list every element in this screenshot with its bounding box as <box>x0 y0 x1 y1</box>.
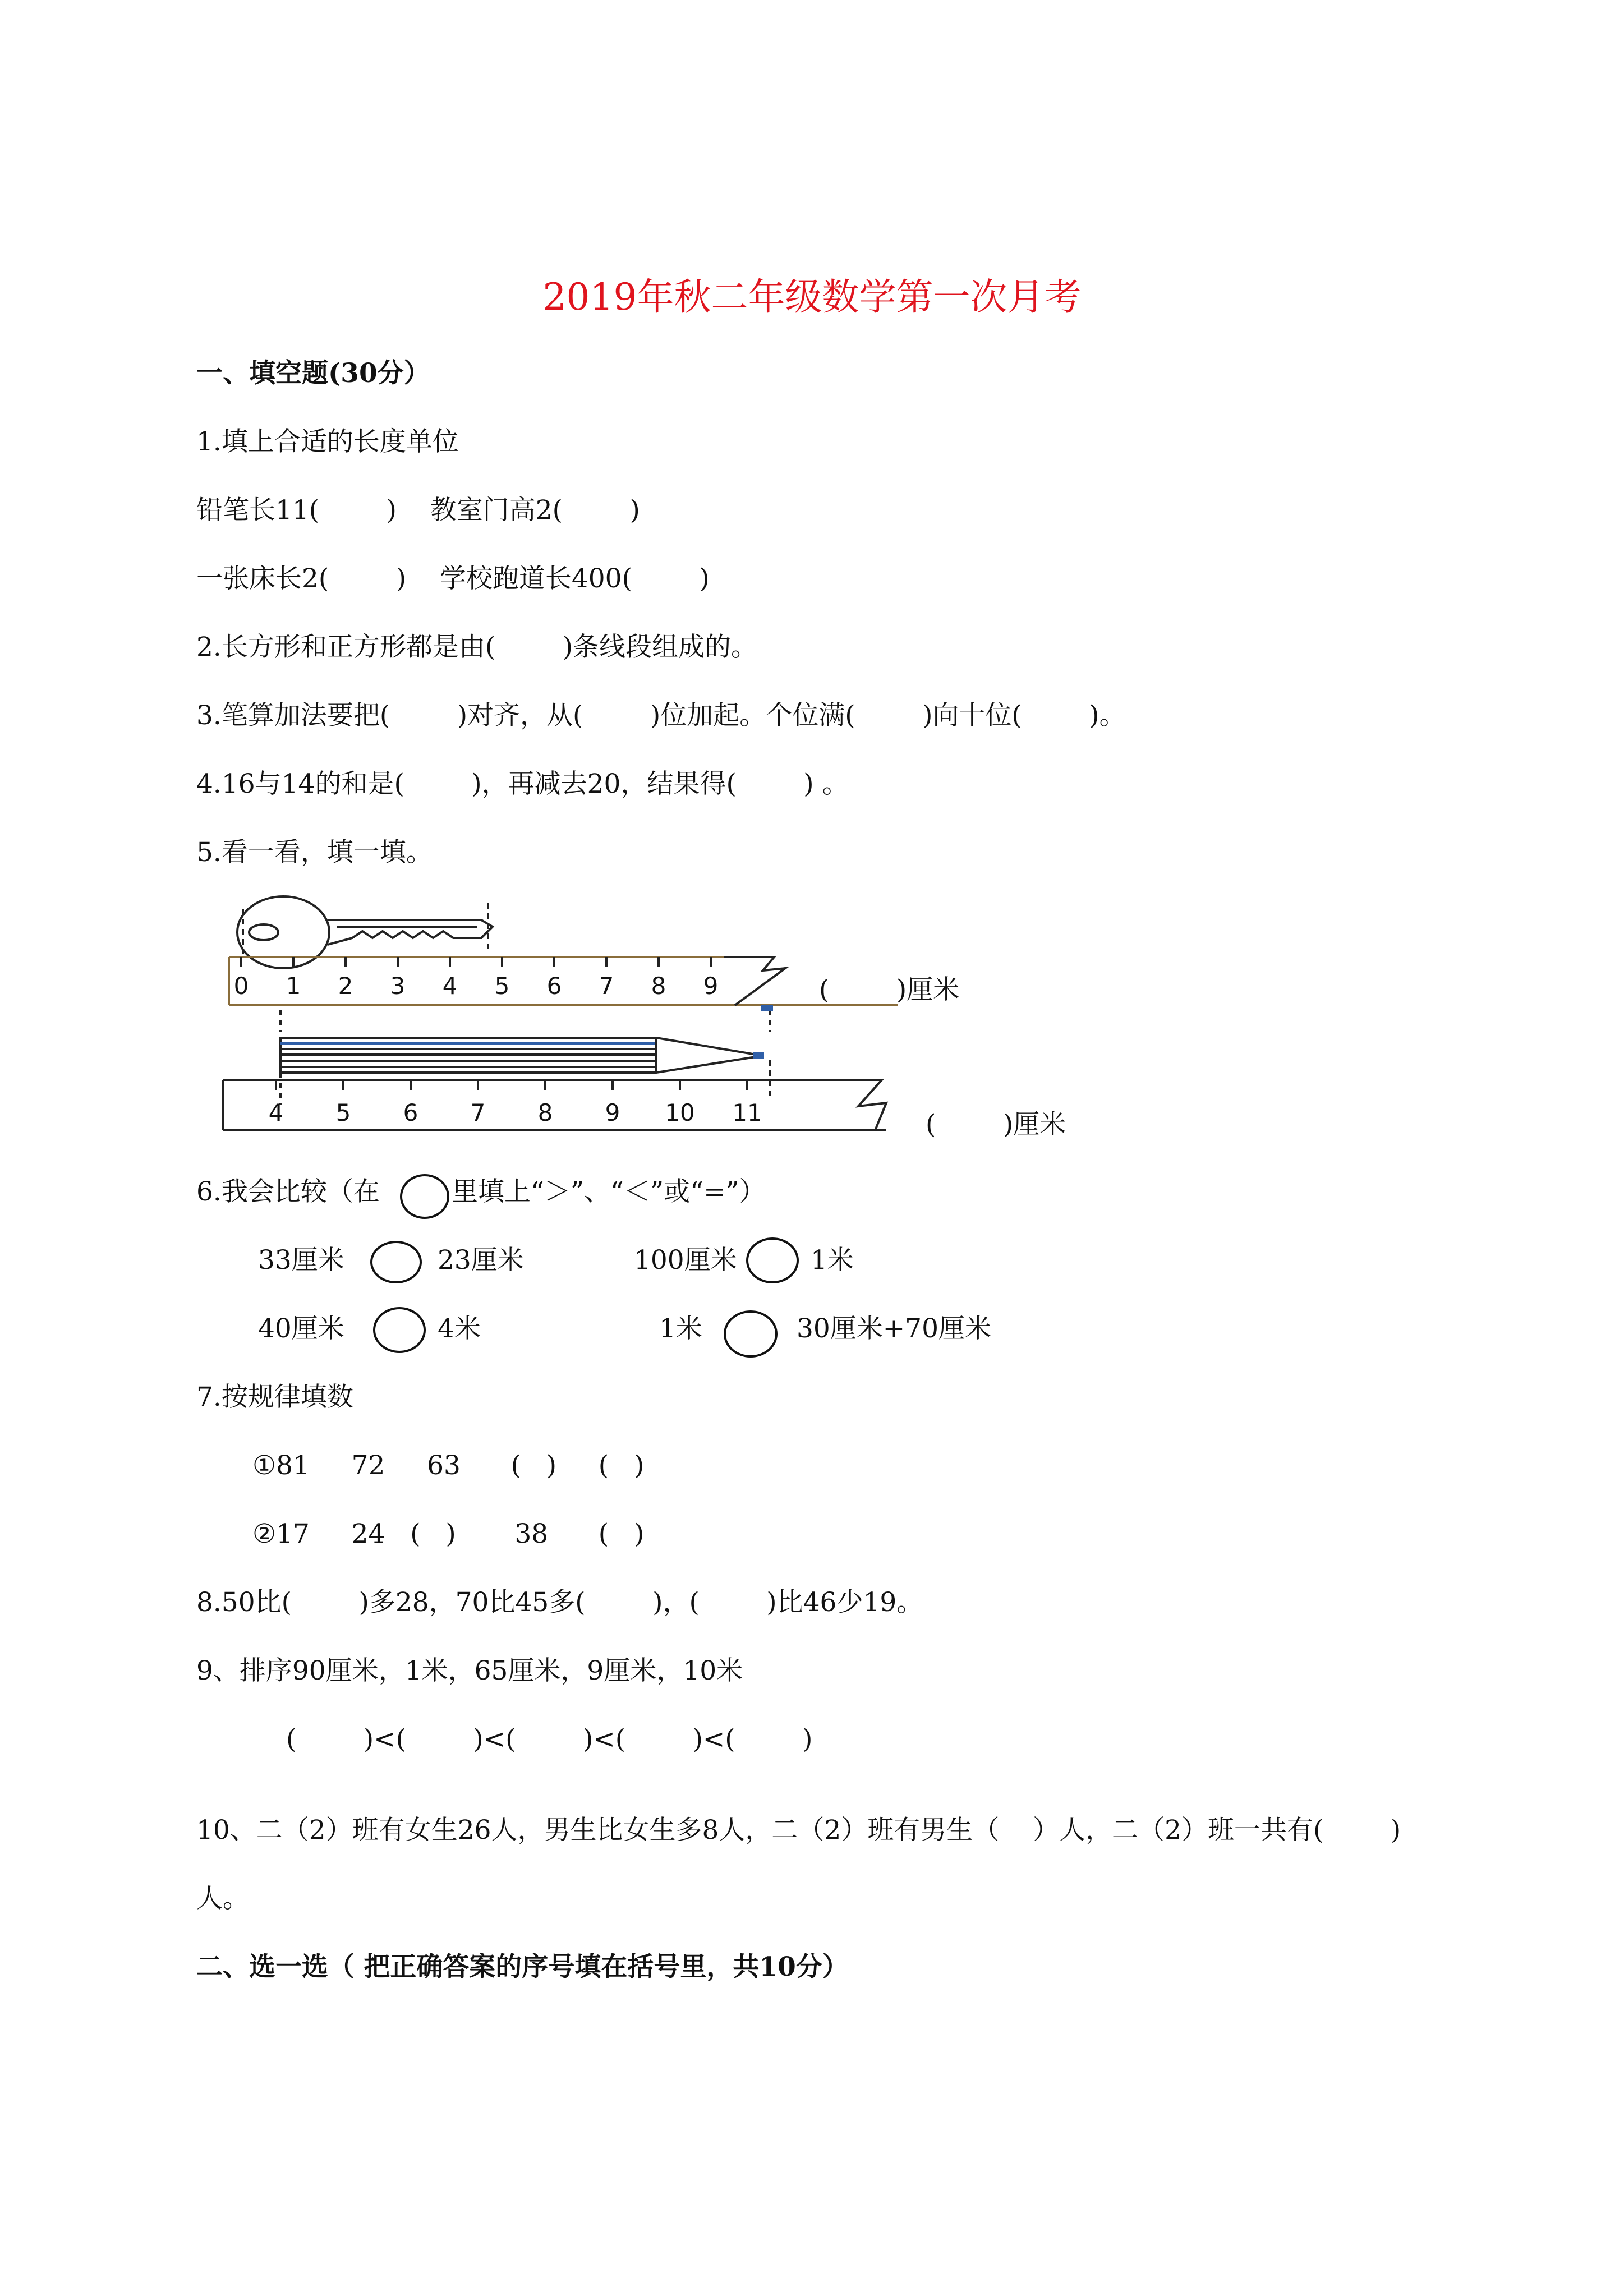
q6-text-b: 里填上“＞”、“＜”或“=”） <box>452 1176 766 1207</box>
ruler-2-tick-label: 10 <box>665 1099 695 1126</box>
ruler-1-tick-label: 8 <box>651 972 666 1000</box>
q5-answer2: ( )厘米 <box>926 1109 1066 1140</box>
q6-c1-right: 23厘米 <box>438 1245 524 1276</box>
q6-c2-right: 1米 <box>811 1245 854 1276</box>
q8-text: 8.50比( )多28，70比45多( )，( )比46少19。 <box>196 1587 923 1618</box>
pencil-icon <box>280 1005 773 1105</box>
ruler-2-tick-label: 8 <box>537 1099 553 1126</box>
q6-c4-circle[interactable] <box>724 1310 778 1358</box>
ruler-2 <box>223 1080 886 1130</box>
q5-text: 5.看一看，填一填。 <box>196 837 433 868</box>
ruler-1-tick-label: 1 <box>286 972 301 1000</box>
q1-row2: 一张床长2( ) 学校跑道长400( ) <box>196 563 710 594</box>
ruler-2-tick-label: 5 <box>335 1099 351 1126</box>
q7-row1: ①81 72 63 ( ) ( ) <box>252 1450 645 1481</box>
ruler-2-tick-label: 6 <box>403 1099 418 1126</box>
ruler-1-tick-label: 3 <box>390 972 406 1000</box>
ruler-2-tick-label: 9 <box>605 1099 620 1126</box>
q6-c2-circle[interactable] <box>746 1237 799 1283</box>
q9-text: 9、排序90厘米，1米，65厘米，9厘米，10米 <box>196 1655 743 1686</box>
ruler-1-tick-label: 9 <box>703 972 719 1000</box>
q1-row1: 铅笔长11( ) 教室门高2( ) <box>196 495 640 526</box>
q6-text-a: 6.我会比较（在 <box>196 1176 380 1207</box>
q10-line1: 10、二（2）班有女生26人，男生比女生多8人，二（2）班有男生（ ）人，二（2）班一共有( ) <box>196 1815 1401 1846</box>
q6-c1-left: 33厘米 <box>258 1245 344 1276</box>
q6-c3-left: 40厘米 <box>258 1313 344 1344</box>
ruler-1-tick-label: 4 <box>442 972 458 1000</box>
q6-c4-left: 1米 <box>659 1313 702 1344</box>
section1-heading: 一、填空题(30分） <box>196 358 430 389</box>
ruler-1-tick-label: 0 <box>233 972 249 1000</box>
q1-text: 1.填上合适的长度单位 <box>196 426 459 457</box>
q5-answer1: ( )厘米 <box>819 974 960 1005</box>
ruler-1 <box>229 957 898 1005</box>
ruler-2-tick-label: 4 <box>268 1099 284 1126</box>
q9-row: ( )<( )<( )<( )<( ) <box>286 1724 813 1755</box>
q7-text: 7.按规律填数 <box>196 1382 353 1412</box>
q4-text: 4.16与14的和是( )，再减去20，结果得( ) 。 <box>196 769 849 799</box>
ruler-1-tick-label: 6 <box>546 972 562 1000</box>
q6-c3-right: 4米 <box>438 1313 481 1344</box>
q6-c1-circle[interactable] <box>370 1241 422 1283</box>
q6-c2-left: 100厘米 <box>634 1245 737 1276</box>
ruler-2-tick-label: 11 <box>732 1099 762 1126</box>
q3-text: 3.笔算加法要把( )对齐，从( )位加起。个位满( )向十位( )。 <box>196 700 1126 731</box>
page-title: 2019年秋二年级数学第一次月考 <box>542 275 1082 319</box>
q10-line2: 人。 <box>196 1883 249 1914</box>
ruler-1-tick-label: 7 <box>599 972 614 1000</box>
section2-heading: 二、选一选（ 把正确答案的序号填在括号里，共10分） <box>196 1952 849 1982</box>
ruler-2-tick-label: 7 <box>470 1099 486 1126</box>
ruler-2-ticks <box>269 1080 762 1126</box>
q7-row2: ②17 24 ( ) 38 ( ) <box>252 1519 645 1549</box>
q6-c4-right: 30厘米+70厘米 <box>797 1313 991 1344</box>
ruler-1-tick-label: 2 <box>338 972 353 1000</box>
ruler-1-tick-label: 5 <box>494 972 510 1000</box>
q6-c3-circle[interactable] <box>373 1307 426 1353</box>
compare-circle-icon <box>400 1174 449 1219</box>
q2-text: 2.长方形和正方形都是由( )条线段组成的。 <box>196 632 758 662</box>
